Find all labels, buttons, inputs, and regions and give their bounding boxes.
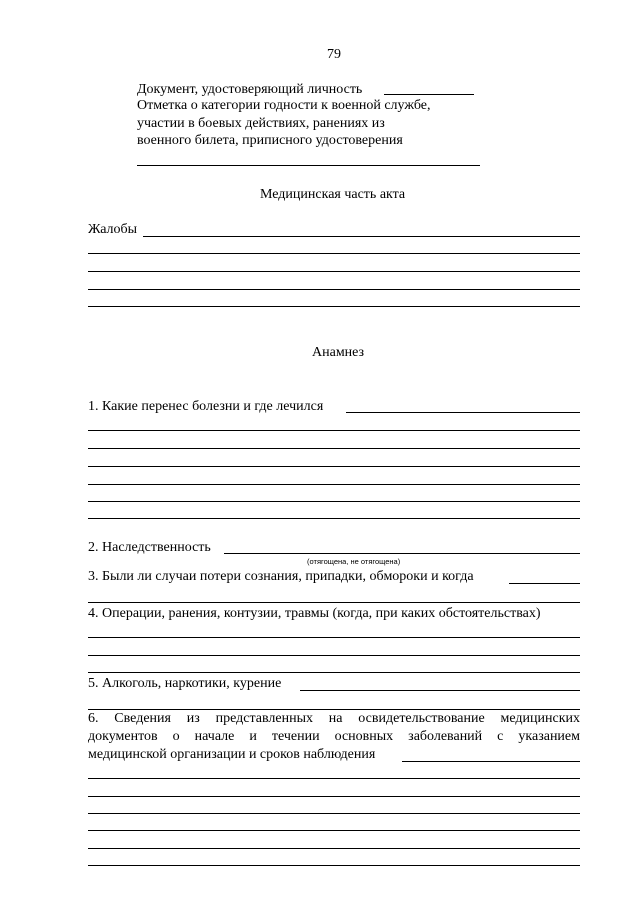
military-info-field[interactable] <box>137 165 480 166</box>
medical-records-line[interactable] <box>88 830 580 831</box>
identity-document-field[interactable] <box>384 94 474 95</box>
question-alcohol-drugs-smoking: 5. Алкоголь, наркотики, курение <box>88 676 282 691</box>
question-past-illnesses: 1. Какие перенес болезни и где лечился <box>88 399 324 414</box>
medical-records-line[interactable] <box>88 813 580 814</box>
medical-records-line[interactable] <box>88 796 580 797</box>
heredity-field[interactable] <box>224 553 580 554</box>
combat-participation-label: участии в боевых действиях, ранениях из <box>137 116 385 131</box>
past-illnesses-line[interactable] <box>88 484 580 485</box>
past-illnesses-line[interactable] <box>88 518 580 519</box>
past-illnesses-line[interactable] <box>88 501 580 502</box>
complaints-label: Жалобы <box>88 222 138 237</box>
medical-records-line[interactable] <box>88 848 580 849</box>
loss-of-consciousness-field[interactable] <box>509 583 580 584</box>
complaints-line[interactable] <box>88 253 580 254</box>
identity-document-label: Документ, удостоверяющий личность <box>137 82 363 97</box>
military-id-label: военного билета, приписного удостоверения <box>137 133 403 148</box>
alcohol-drugs-smoking-field[interactable] <box>300 690 580 691</box>
operations-line[interactable] <box>88 637 580 638</box>
complaints-field[interactable] <box>143 236 580 237</box>
operations-line[interactable] <box>88 672 580 673</box>
complaints-line[interactable] <box>88 271 580 272</box>
heredity-hint: (отягощена, не отягощена) <box>307 557 401 566</box>
medical-records-line[interactable] <box>88 778 580 779</box>
past-illnesses-line[interactable] <box>88 466 580 467</box>
past-illnesses-line[interactable] <box>88 430 580 431</box>
question-medical-records-line2: документов о начале и течении основных заболеваний с указанием <box>88 729 580 744</box>
section-title: Медицинская часть акта <box>260 187 406 202</box>
question-medical-records-line3: медицинской организации и сроков наблюдения <box>88 747 376 762</box>
question-medical-records-line1: 6. Сведения из представленных на освидетельствование медицинских <box>88 711 580 726</box>
loss-of-consciousness-line[interactable] <box>88 602 580 603</box>
past-illnesses-field[interactable] <box>346 412 580 413</box>
anamnesis-title: Анамнез <box>312 345 365 360</box>
operations-line[interactable] <box>88 655 580 656</box>
medical-records-line[interactable] <box>88 865 580 866</box>
question-heredity: 2. Наследственность <box>88 540 211 555</box>
question-loss-of-consciousness: 3. Были ли случаи потери сознания, припадки, обмороки и когда <box>88 569 474 584</box>
complaints-line[interactable] <box>88 306 580 307</box>
past-illnesses-line[interactable] <box>88 448 580 449</box>
military-fitness-label: Отметка о категории годности к военной службе, <box>137 98 431 113</box>
medical-records-field[interactable] <box>402 761 580 762</box>
page-number: 79 <box>327 47 341 62</box>
question-operations-injuries: 4. Операции, ранения, контузии, травмы (когда, при каких обстоятельствах) <box>88 606 541 621</box>
complaints-line[interactable] <box>88 289 580 290</box>
alcohol-drugs-smoking-line[interactable] <box>88 709 580 710</box>
